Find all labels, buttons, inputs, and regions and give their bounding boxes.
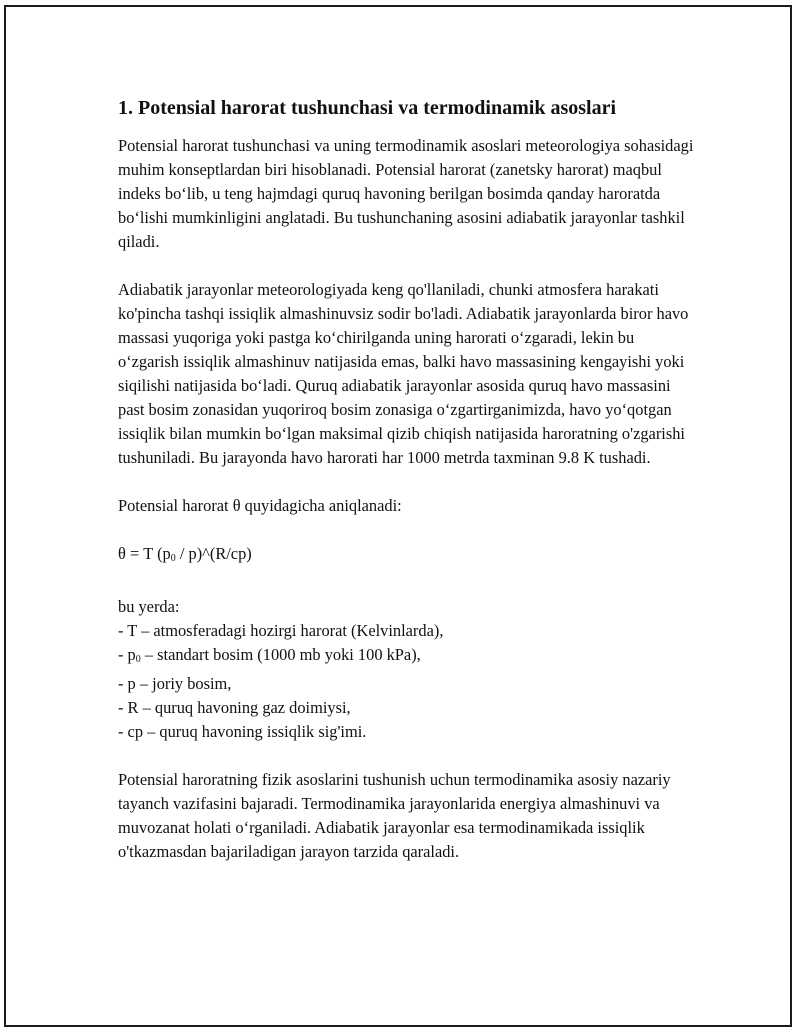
paragraph-adiabatic: Adiabatik jarayonlar meteorologiyada keng qo'llaniladi, chunki atmosfera harakati ko'pincha tashqi issiqlik almashinuvsiz sodir bo'ladi. Adiabatik jarayonlarda biror havo massasi yuqoriga yoki pastga ko‘chirilganda uning harorati o‘zgaradi, lekin bu o‘zgarish issiqlik almashinuv natijasida emas, balki havo massasining kengayishi yoki siqilishi natijasida bo‘ladi. Quruq adiabatik jarayonlar asosida quruq havo massasini past bosim zonasidan yuqoriroq bosim zonasiga o‘zgartirganimizda, havo yo‘qotgan issiqlik bilan mumkin bo‘lgan maksimal qizib chiqish natijasida haroratning o'zgarishi tushuniladi. Bu jarayonda havo harorati har 1000 metrda taxminan 9.8 K tushadi. — [118, 280, 689, 467]
definitions-list — [118, 595, 698, 744]
section-heading: 1. Potensial harorat tushunchasi va termodinamik asoslari — [118, 97, 616, 119]
paragraph-definition-lead: Potensial harorat θ quyidagicha aniqlanadi: — [118, 496, 402, 515]
paragraph-closing: Potensial haroratning fizik asoslarini tushunish uchun termodinamika asosiy nazariy tayanch vazifasini bajaradi. Termodinamika jarayonlarida energiya almashinuvi va muvozanat holati o‘rganiladi. Adiabatik jarayonlar esa termodinamikada issiqlik o'tkazmasdan bajariladigan jarayon tarzida qaraladi. — [118, 770, 671, 861]
paragraph-intro: Potensial harorat tushunchasi va uning termodinamik asoslari meteorologiya sohasidagi muhim konseptlardan biri hisoblanadi. Potensial harorat (zanetsky harorat) maqbul indeks bo‘lib, u teng hajmdagi quruq havoning berilgan bosimda qanday haroratda bo‘lishi mumkinligini anglatadi. Bu tushunchaning asosini adiabatik jarayonlar tashkil qiladi. — [118, 136, 694, 251]
definitions-intro: bu yerda: — [118, 597, 180, 616]
definition-item: - R – quruq havoning gaz doimiysi, — [118, 698, 351, 717]
definition-item: - T – atmosferadagi hozirgi harorat (Kelvinlarda), — [118, 621, 444, 640]
definition-item: - $p_0$ – standart bosim (1000 mb yoki 100 kPa), — [118, 645, 421, 665]
formula-prefix: θ = T (p — [118, 544, 171, 563]
formula-subscript: 0 — [170, 553, 176, 564]
formula-suffix: / p)^(R/cp) — [175, 544, 252, 563]
document-body — [118, 96, 698, 888]
formula — [118, 542, 698, 571]
definition-item: - p – joriy bosim, — [118, 674, 232, 693]
definition-item: - cp – quruq havoning issiqlik sig'imi. — [118, 722, 367, 741]
